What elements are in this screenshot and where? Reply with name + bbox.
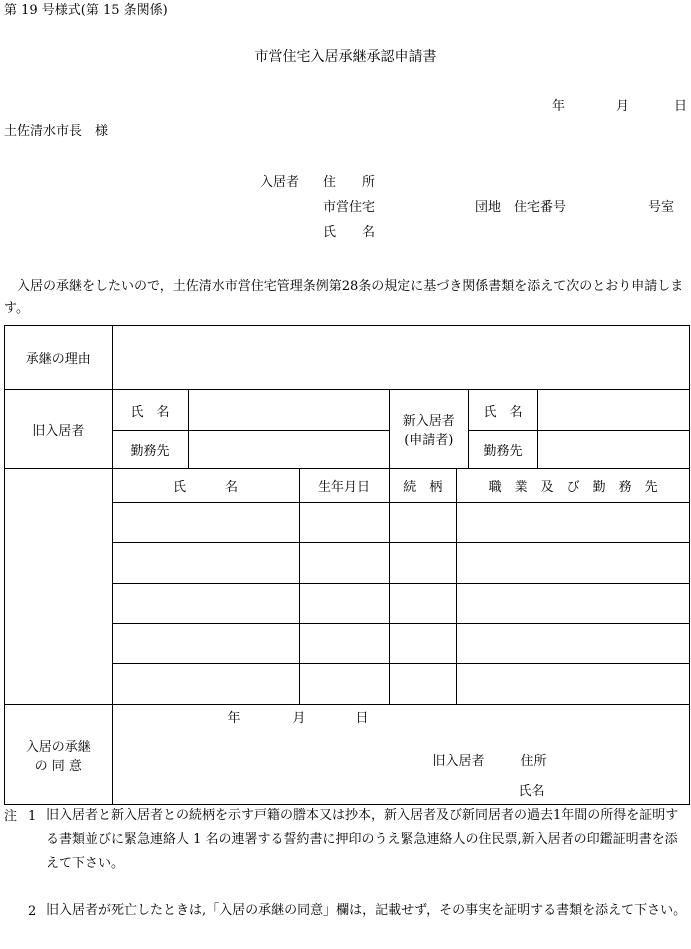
- consent-address-label: 住所: [520, 754, 547, 769]
- consent-field[interactable]: [112, 705, 689, 805]
- applicant-danchi-label: 団地: [475, 200, 502, 215]
- cohab-name-field[interactable]: [112, 543, 299, 584]
- consent-year-label: 年: [227, 711, 241, 726]
- note-2-number: 2: [28, 904, 37, 919]
- applicant-room-number-label: 住宅番号: [514, 200, 567, 215]
- cohab-name-header: 氏 名: [112, 469, 299, 503]
- cohab-relation-field[interactable]: [389, 503, 457, 543]
- cohab-occupation-header: 職 業 及 び 勤 務 先: [457, 469, 690, 503]
- applicant-name-label: 氏 名: [323, 225, 376, 240]
- old-resident-name-field[interactable]: [188, 390, 389, 431]
- consent-label-cell: [5, 705, 113, 805]
- new-resident-name-label: 氏 名: [469, 390, 538, 431]
- date-year-label: 年: [552, 99, 566, 114]
- note-1-number: 1: [28, 809, 37, 824]
- form-number: 第 19 号様式(第 15 条関係): [4, 3, 168, 18]
- applicant-address-label: 住 所: [323, 175, 376, 190]
- applicant-room-suffix: 号室: [648, 200, 675, 215]
- cohab-occupation-field[interactable]: [457, 503, 690, 543]
- applicant-role: 入居者: [260, 175, 300, 190]
- cohab-relation-field[interactable]: [389, 624, 457, 664]
- consent-row: [5, 705, 690, 805]
- note-2-text: 旧入居者が死亡したときは,「入居の承継の同意」欄は，記載せず，その事実を証明する書類を添えて下さい。: [46, 903, 687, 918]
- note-1-text: 旧入居者と新入居者との続柄を示す戸籍の謄本又は抄本，新入居者及び新同居者の過去1年間の所得を証明する書類並びに緊急連絡人 1 名の連署する誓約書に押印のうえ緊急連絡人の住民票,新入居者の印鑑証明書を添えて下さい。: [46, 808, 679, 871]
- notes-prefix: 注: [4, 809, 18, 824]
- new-resident-workplace-field[interactable]: [537, 431, 689, 469]
- cohab-name-field[interactable]: [112, 664, 299, 705]
- cohab-occupation-field[interactable]: [457, 624, 690, 664]
- cohab-birth-field[interactable]: [299, 664, 389, 705]
- cohab-name-field[interactable]: [112, 584, 299, 624]
- cohab-birth-field[interactable]: [299, 584, 389, 624]
- new-resident-sub-label: (申請者): [404, 433, 454, 448]
- new-resident-workplace-label: 勤務先: [469, 431, 538, 469]
- cohab-occupation-field[interactable]: [457, 584, 690, 624]
- date-month-label: 月: [616, 99, 630, 114]
- new-resident-label: 新入居者: [402, 414, 455, 429]
- cohab-birth-field[interactable]: [299, 503, 389, 543]
- cohab-birth-header: 生年月日: [299, 469, 389, 503]
- consent-month-label: 月: [292, 711, 306, 726]
- cohab-name-field[interactable]: [112, 503, 299, 543]
- old-resident-workplace-field[interactable]: [188, 431, 389, 469]
- consent-day-label: 日: [355, 711, 369, 726]
- cohab-relation-header: 続 柄: [389, 469, 457, 503]
- cohab-occupation-field[interactable]: [457, 543, 690, 584]
- application-table: [4, 325, 690, 805]
- cohab-birth-field[interactable]: [299, 624, 389, 664]
- cohab-name-field[interactable]: [112, 624, 299, 664]
- consent-old-resident-label: 旧入居者: [432, 754, 485, 769]
- reason-label: 承継の理由: [5, 326, 113, 390]
- reason-field[interactable]: [112, 326, 689, 390]
- cohab-side-cell: [5, 469, 113, 705]
- cohab-header-row: [5, 469, 690, 503]
- cohab-occupation-field[interactable]: [457, 664, 690, 705]
- cohab-relation-field[interactable]: [389, 664, 457, 705]
- page-title: 市営住宅入居承継承認申請書: [254, 49, 437, 65]
- new-resident-name-field[interactable]: [537, 390, 689, 431]
- reason-row: [5, 326, 690, 390]
- cohab-birth-field[interactable]: [299, 543, 389, 584]
- consent-label-line2: の 同 意: [34, 758, 82, 774]
- resident-row-name: [5, 390, 690, 431]
- addressee: 土佐清水市長 様: [4, 124, 109, 139]
- consent-name-label: 氏名: [518, 784, 545, 799]
- cohab-relation-field[interactable]: [389, 543, 457, 584]
- applicant-housing-label: 市営住宅: [323, 200, 376, 215]
- old-resident-label: 旧入居者: [5, 390, 113, 469]
- cohab-relation-field[interactable]: [389, 584, 457, 624]
- date-day-label: 日: [674, 99, 688, 114]
- consent-label-line1: 入居の承継: [25, 739, 91, 755]
- new-resident-label-cell: [389, 390, 468, 469]
- old-resident-workplace-label: 勤務先: [112, 431, 188, 469]
- old-resident-name-label: 氏 名: [112, 390, 188, 431]
- intro-paragraph: 入居の承継をしたいので，土佐清水市営住宅管理条例第28条の規定に基づき関係書類を添えて次のとおり申請します。: [4, 279, 684, 316]
